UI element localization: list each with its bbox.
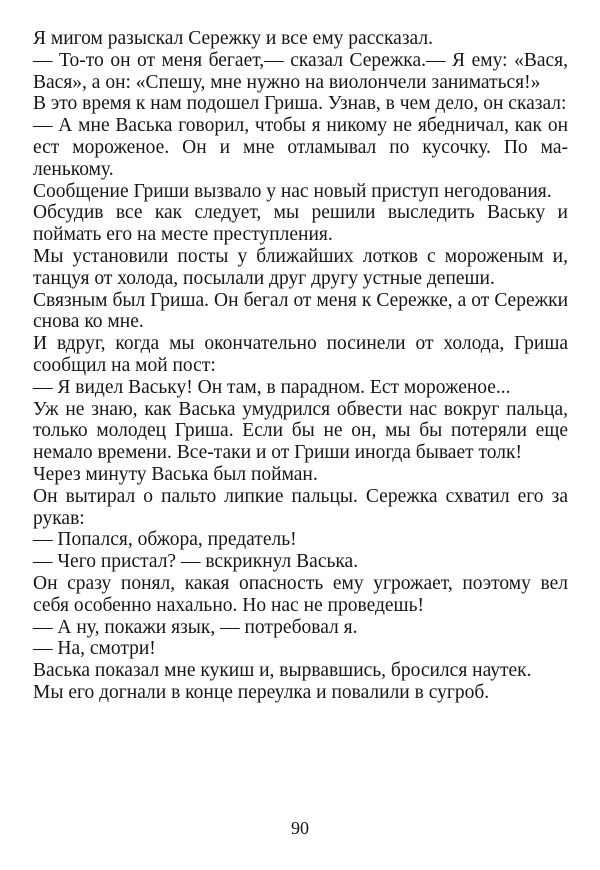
paragraph: Он сразу понял, какая опасность ему угрожает, поэтому вел себя особенно нахально. Но нас не проведешь!	[33, 572, 568, 616]
paragraph: Уж не знаю, как Васька умудрился обвести нас вокруг пальца, только молодец Гриша. Если бы не он, мы бы потеряли еще немало времени. Все-таки и от Гриши иногда бывает толк!	[33, 398, 568, 464]
paragraph: И вдруг, когда мы окончательно посинели от холода, Гриша сообщил на мой пост:	[33, 333, 568, 376]
paragraph: Я мигом разыскал Сережку и все ему рассказал.	[33, 28, 433, 49]
paragraph: Обсудив все как следует, мы решили выследить Ваську и поймать его на месте преступления.	[33, 202, 568, 246]
paragraph: Мы его догнали в конце переулка и повалили в сугроб.	[33, 681, 490, 703]
paragraph: Через минуту Васька был пойман.	[33, 463, 318, 485]
paragraph: — На, смотри!	[33, 638, 156, 660]
paragraph: — А мне Васька говорил, чтобы я никому не ябедничал, как он ест мороженое. Он и мне отламывал по кусочку. По ма-ленькому.	[33, 115, 568, 180]
paragraph: — Попался, обжора, предатель!	[33, 529, 297, 551]
paragraph: Связным был Гриша. Он бегал от меня к Сережке, а от Сережки снова ко мне.	[33, 289, 568, 333]
paragraph: Он вытирал о пальто липкие пальцы. Сережка схватил его за рукав:	[33, 485, 568, 529]
paragraph: — А ну, покажи язык, — потребовал я.	[33, 616, 358, 638]
paragraph: — Чего пристал? — вскрикнул Васька.	[33, 551, 359, 573]
page-number: 90	[291, 818, 309, 838]
paragraph: В это время к нам подошел Гриша. Узнав, в чем дело, он сказал:	[33, 93, 567, 115]
paragraph: Васька показал мне кукиш и, вырвавшись, бросился наутек.	[33, 660, 532, 682]
paragraph: — То-то он от меня бегает,— сказал Сережка.— Я ему: «Вася, Вася», а он: «Спешу, мне нужно на виолончели заниматься!»	[33, 49, 568, 93]
paragraph: Мы установили посты у ближайших лотков с мороженым и, танцуя от холода, посылали друг другу устные депеши.	[33, 245, 568, 289]
paragraph: Сообщение Гриши вызвало у нас новый приступ негодования.	[33, 180, 552, 202]
page-text-body	[33, 28, 568, 704]
paragraph: — Я видел Ваську! Он там, в парадном. Ест мороженое...	[33, 376, 511, 398]
